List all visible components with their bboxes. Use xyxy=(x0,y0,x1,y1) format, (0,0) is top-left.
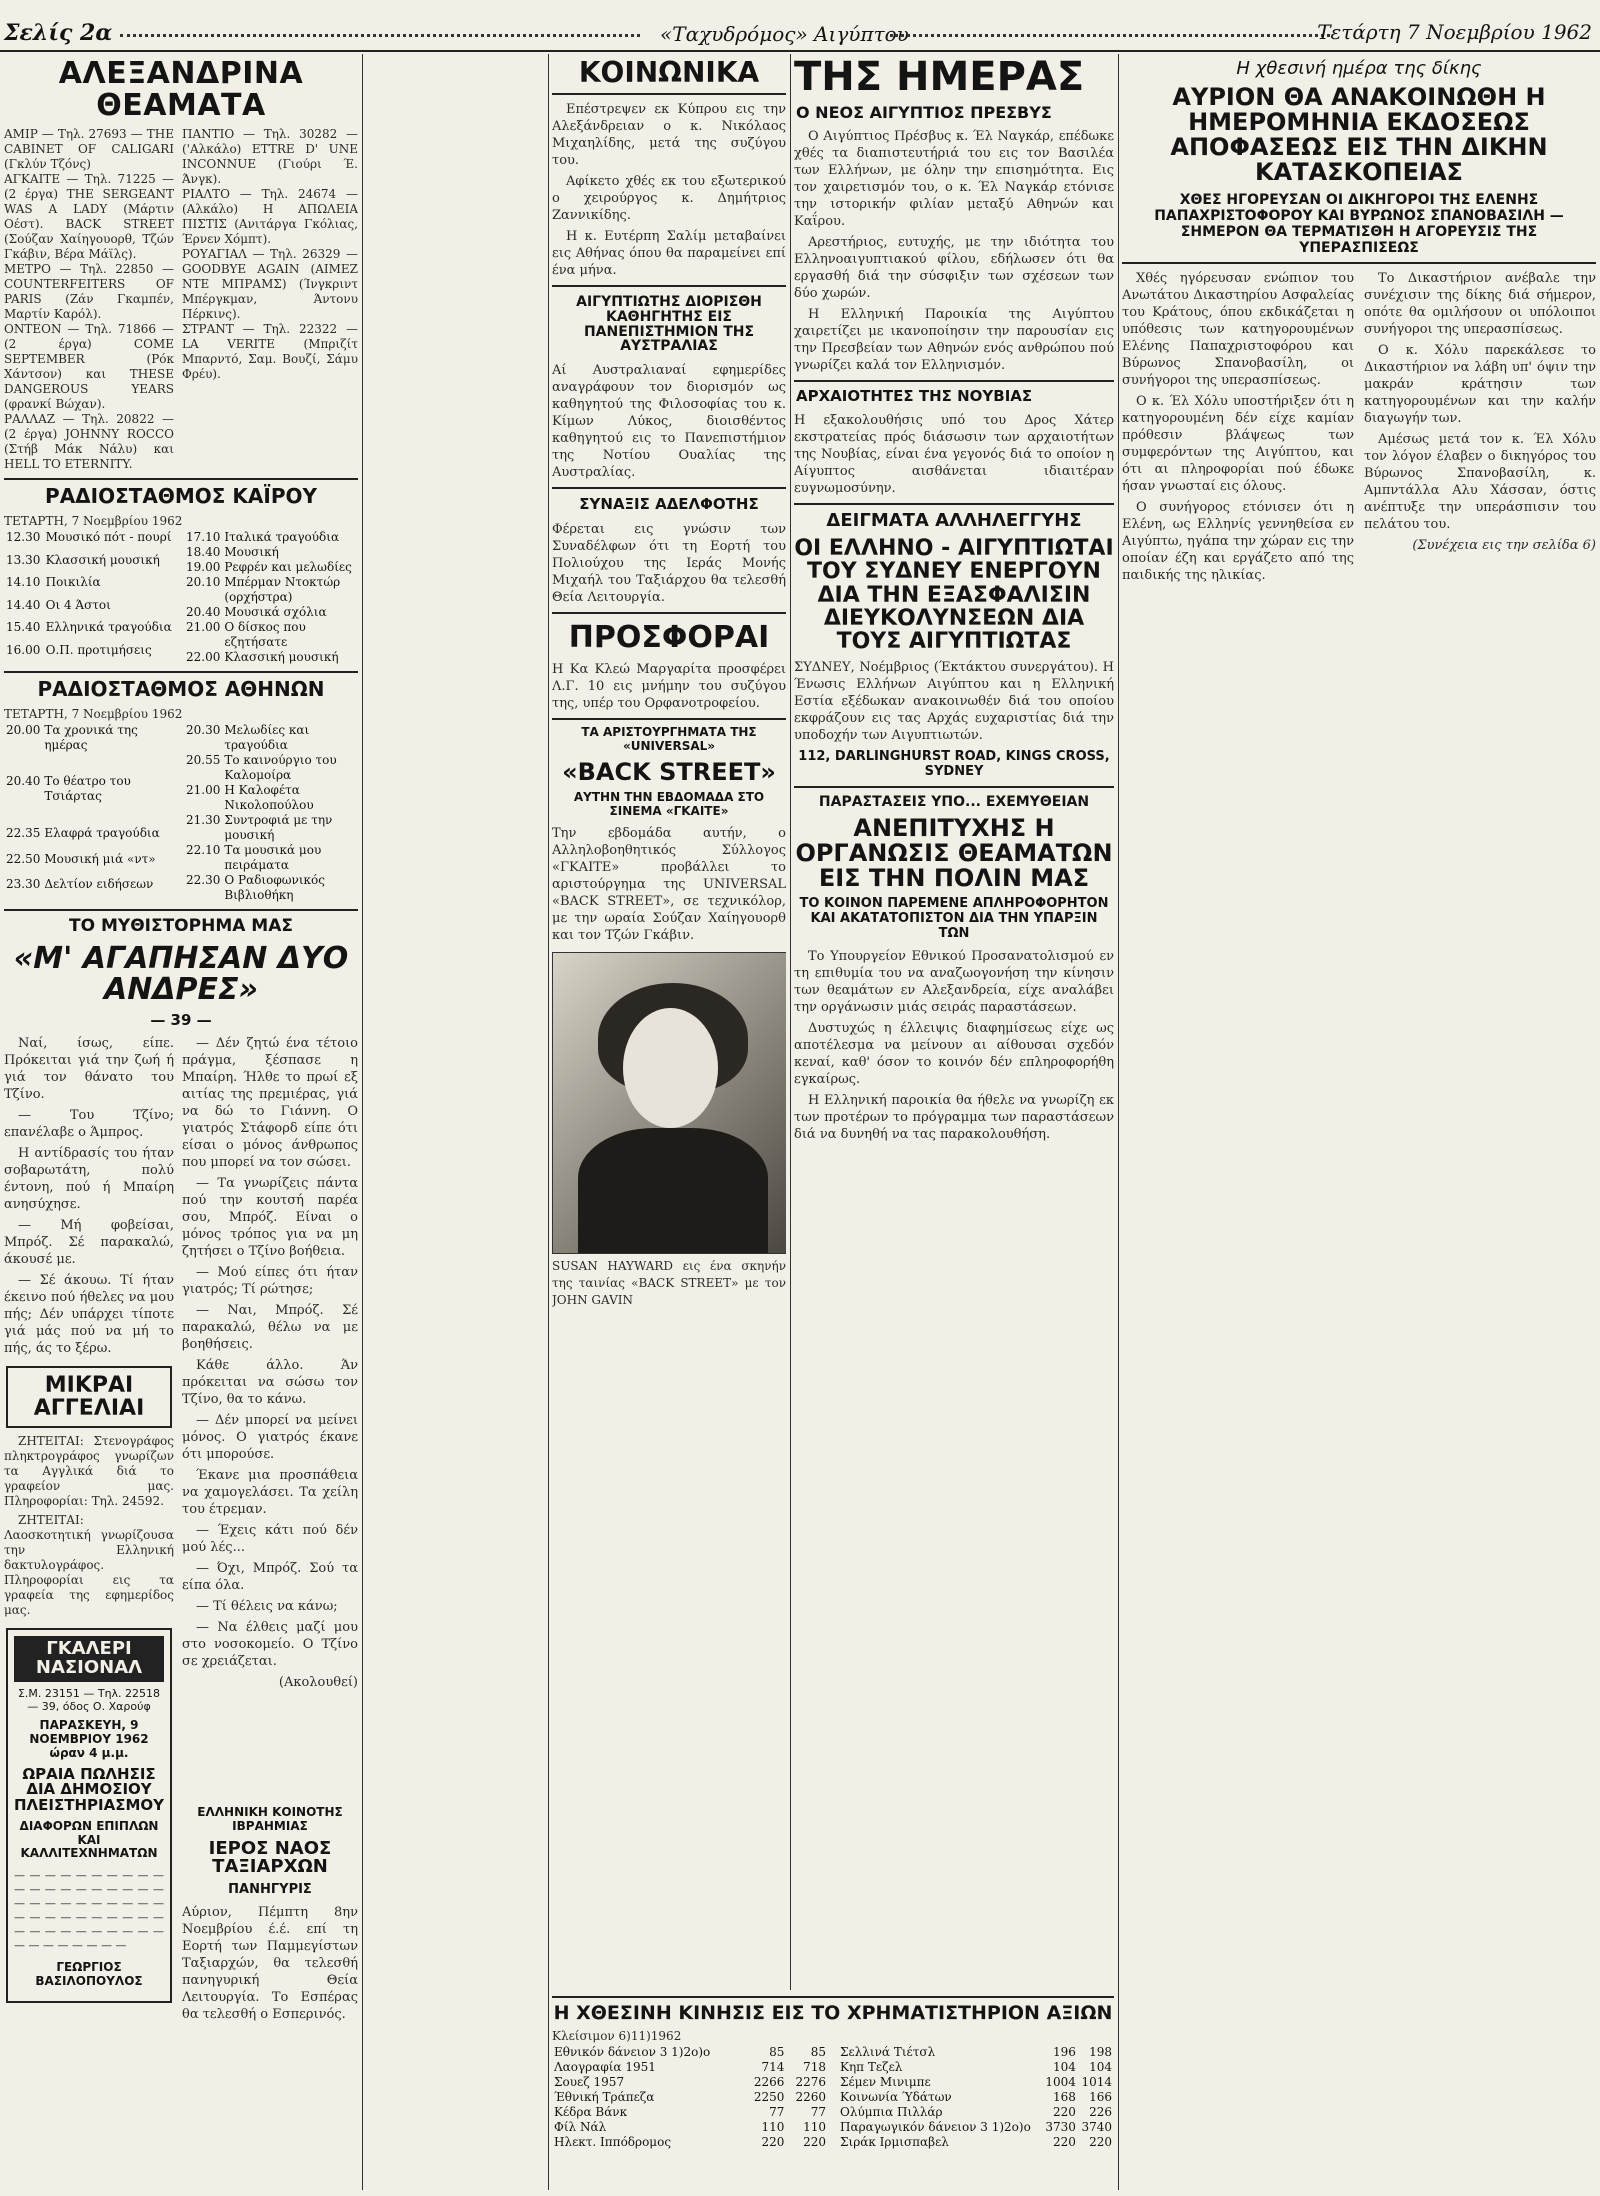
schedule-cell: 85 xyxy=(810,2044,826,2059)
solidarity-headline: ΟΙ ΕΛΛΗΝΟ - ΑΙΓΥΠΤΙΩΤΑΙ ΤΟΥ ΣΥΔΝΕΥ ΕΝΕΡΓΟΥΝ ΔΙΑ ΤΗΝ ΕΞΑΣΦΑΛΙΣΙΝ ΔΙΕΥΚΟΛΥΝΣΕΩΝ ΔΙΑ ΤΟΥΣ ΑΙΓΥΠΤΙΩΤΑΣ xyxy=(794,536,1114,654)
schedule-cell: 22.35 xyxy=(6,825,41,840)
trial-text-right xyxy=(1364,270,1596,588)
schedule-cell: 104 xyxy=(1089,2059,1112,2074)
schedule-cell: 14.40 xyxy=(6,597,41,612)
schedule-row xyxy=(184,813,358,843)
schedule-cell: 198 xyxy=(1089,2044,1112,2059)
schedule-row xyxy=(184,605,358,620)
gallery-body: — — — — — — — — — — — — — — — — — — — — — — — — — — — — — — — — — — — — — — — — — — — — — — — — — — — — — — — — — — xyxy=(14,1869,164,1953)
classified-list xyxy=(4,1434,174,1618)
schedule-cell: Ηλεκτ. Ιππόδρομος xyxy=(554,2134,672,2149)
trial-paragraph: Ο συνήγορος ετόνισεν ότι η Ελένη, ως Ελληνίς γεννηθείσα εν Αιγύπτω, ηγάπα την χώραν εις την οποίαν έζη και εργάζετο από της παιδικής της ηλικίας. xyxy=(1122,500,1354,584)
schedule-cell: Ιταλικά τραγούδια xyxy=(224,530,340,544)
schedule-cell: 20.55 xyxy=(186,753,221,767)
shows-paragraph: Το Υπουργείον Εθνικού Προσανατολισμού εν τη επιθυμία του να αναζωογονήση την κίνησιν των θεαμάτων εν Αλεξανδρεία, είχε αναλάβει την οργάνωσιν μιάς σειράς παραστάσεων. xyxy=(794,949,1114,1016)
schedule-row xyxy=(184,783,358,813)
novel-paragraph: — Τί θέλεις να κάνω; xyxy=(196,1598,338,1614)
schedule-cell: 1004 xyxy=(1045,2074,1076,2089)
universal-film-title: «BACK STREET» xyxy=(562,757,776,786)
schedule-cell: 220 xyxy=(1052,2104,1076,2119)
novel-kicker: ΤΟ ΜΥΘΙΣΤΟΡΗΜΑ ΜΑΣ xyxy=(69,916,293,936)
cinema-listing: ΑΓΚΑΙΤΕ — Τηλ. 71225 — (2 έργα) THE SERGEANT WAS A LADY (Μάρτιν Οέστ). BACK STREET (Σούζαν Χαίηγουορθ, Τζών Γκάβιν, Βέρα Μάϊλς). xyxy=(4,172,174,261)
schedule-cell: Ο δίσκος που εζητήσατε xyxy=(224,620,306,649)
cinema-listing: ΡΑΛΛΑΖ — Τηλ. 20822 — (2 έργα) JOHNNY ROCCO (Στήβ Μάκ Νάλυ) και HELL TO ETERNITY. xyxy=(4,412,174,471)
novel-paragraph: Η αντίδρασίς του ήταν σοβαρωτάτη, πολύ έντονη, πού ή Μπαίρη ανησύχησε. xyxy=(4,1145,174,1212)
shows-paragraph: Η Ελληνική παροικία θα ήθελε να γνωρίζη εκ των προτέρων το πρόγραμμα των παραστάσεων διά να δυνηθή να τας παρακολουθήση. xyxy=(794,1093,1114,1143)
cinema-listing: ΠΑΝΤΙΟ — Τηλ. 30282 — ('Αλκάλο) ETTRE D' UNE INCONNUE (Γιούρι Έ. Άνγκ). xyxy=(182,127,358,186)
schedule-row xyxy=(184,530,358,545)
column-trial xyxy=(1122,54,1596,2190)
schedule-cell: 18.40 xyxy=(186,545,221,559)
gallery-ad xyxy=(6,1628,172,2003)
schedule-cell: Μουσικά σχόλια xyxy=(224,605,327,619)
schedule-row xyxy=(184,723,358,753)
schedule-cell: 22.10 xyxy=(186,843,221,857)
cinema-listings xyxy=(4,127,174,472)
novel-text xyxy=(4,1035,174,1361)
radio-cairo-title: ΡΑΔΙΟΣΤΑΘΜΟΣ ΚΑΪΡΟΥ xyxy=(45,484,317,508)
stock-exchange-block xyxy=(552,1990,1114,2190)
schedule-cell: 22.50 xyxy=(6,851,41,866)
schedule-cell: Σέμεν Μινιμπε xyxy=(840,2074,931,2089)
schedule-cell: 110 xyxy=(761,2119,785,2134)
novel-paragraph: — Να έλθεις μαζί μου στο νοσοκομείο. Ο Τζίνο σε χρειάζεται. xyxy=(182,1619,358,1669)
schedule-cell: Κέδρα Βάνκ xyxy=(554,2104,628,2119)
stock-headline: Η ΧΘΕΣΙΝΗ ΚΙΝΗΣΙΣ ΕΙΣ ΤΟ ΧΡΗΜΑΤΙΣΤΗΡΙΟΝ ΑΞΙΩΝ xyxy=(553,2002,1113,2024)
schedule-row xyxy=(552,2105,828,2120)
schedule-cell: 77 xyxy=(810,2104,826,2119)
schedule-cell: 13.30 xyxy=(6,552,41,567)
solidarity-kicker: ΔΕΙΓΜΑΤΑ ΑΛΛΗΛΕΓΓΥΗΣ xyxy=(826,509,1082,531)
novel-paragraph: — Όχι, Μπρόζ. Σού τα είπα όλα. xyxy=(182,1560,358,1593)
novel-paragraph: Κάθε άλλο. Άν πρόκειται να σώσω τον Τζίνο, θα το κάνω. xyxy=(182,1357,358,1407)
schedule-row xyxy=(184,620,358,650)
ambassador-headline: Ο ΝΕΟΣ ΑΙΓΥΠΤΙΟΣ ΠΡΕΣΒΥΣ xyxy=(796,103,1052,122)
schedule-row xyxy=(4,723,178,774)
photo-caption: SUSAN HAYWARD εις ένα σκηνήν της ταινίας «BACK STREET» με τον JOHN GAVIN xyxy=(552,1258,786,1307)
trial-paragraph: Χθές ηγόρευσαν ενώπιον του Ανωτάτου Δικαστηρίου Ασφαλείας του Κράτους, όπου εκδικάζεται η υπόθεσις των κατηγορουμένων Ελένης Παπαχριστοφόρου και Βύρωνος Σπανοβασίλη, οι συνήγοροι της υπερασπίσεως. xyxy=(1122,271,1354,389)
schedule-cell: 718 xyxy=(803,2059,826,2074)
radio-athens-schedule xyxy=(4,723,358,903)
shows-text xyxy=(794,948,1114,1143)
schedule-cell: Τα χρονικά της ημέρας xyxy=(44,723,138,752)
schedule-cell: 21.30 xyxy=(186,813,221,827)
antiquities-headline: ΑΡΧΑΙΟΤΗΤΕΣ ΤΗΣ ΝΟΥΒΙΑΣ xyxy=(796,387,1033,406)
trial-body xyxy=(1122,270,1596,588)
schedule-cell: Μουσικό πότ - πουρί xyxy=(45,530,172,544)
dotted-rule-left xyxy=(120,34,640,37)
schedule-cell: 220 xyxy=(1089,2134,1112,2149)
schedule-cell: Το καινούργιο του Καλομοίρα xyxy=(224,753,337,782)
schedule-cell: Τα μουσικά μου πειράματα xyxy=(224,843,322,872)
schedule-row xyxy=(184,753,358,783)
novel-paragraph: — Ναι, Μπρόζ. Σέ παρακαλώ, θέλω να με βοηθήσεις. xyxy=(182,1302,358,1352)
classified-ad: ΖΗΤΕΙΤΑΙ: Λαοσκοτητική γνωρίζουσα την Ελληνική δακτυλογράφος. Πληροφορίαι εις τα γραφεία της εφημερίδος μας. xyxy=(4,1513,174,1618)
schedule-row xyxy=(552,2060,828,2075)
schedule-cell: 104 xyxy=(1052,2059,1076,2074)
cinema-listing: ΣΤΡΑΝΤ — Τηλ. 22322 — LA VERITE (Μπριζίτ Μπαρντό, Σαμ. Βουζί, Σάμυ Φρέυ). xyxy=(182,322,358,381)
shows-subheadline: ΤΟ ΚΟΙΝΟΝ ΠΑΡΕΜΕΝΕ ΑΠΛΗΡΟΦΟΡΗΤΟΝ ΚΑΙ ΑΚΑΤΑΤΟΠΙΣΤΟΝ ΔΙΑ ΤΗΝ ΥΠΑΡΞΙΝ ΤΩΝ xyxy=(799,896,1109,942)
novel-paragraph: — Του Τζίνο; επανέλαβε ο Άμπρος. xyxy=(4,1107,174,1140)
cinema-listing: ΑΜΙΡ — Τηλ. 27693 — THE CABINET OF CALIGARI (Γκλύν Τζόνς) xyxy=(4,127,174,171)
schedule-row xyxy=(4,530,178,553)
schedule-cell: Κλασσική μουσική xyxy=(45,552,160,567)
schedule-row xyxy=(184,843,358,873)
schedule-cell: Σιράκ Ιρμισπαβελ xyxy=(840,2134,949,2149)
schedule-row xyxy=(4,774,178,825)
trial-subheadline: ΧΘΕΣ ΗΓΟΡΕΥΣΑΝ ΟΙ ΔΙΚΗΓΟΡΟΙ ΤΗΣ ΕΛΕΝΗΣ ΠΑΠΑΧΡΙΣΤΟΦΟΡΟΥ ΚΑΙ ΒΥΡΩΝΟΣ ΣΠΑΝΟΒΑΣΙΛΗ — ΣΗΜΕΡΟΝ ΘΑ ΤΕΡΜΑΤΙΣΘΗ Η ΑΓΟΡΕΥΣΙΣ ΤΗΣ ΥΠΕΡΑΣΠΙΣΕΩΣ xyxy=(1154,191,1564,256)
novel-paragraph: — Σέ άκουω. Τί ήταν έκεινο πού ήθελες να μου πής; Δέν υπάρχει τίποτε γιά μάς πού να μή το πής, άς το ξέρω. xyxy=(4,1272,174,1356)
radio-athens-left xyxy=(4,723,178,903)
church-block xyxy=(182,1800,358,2190)
social-notes xyxy=(552,101,786,279)
schedule-row xyxy=(184,545,358,560)
schedule-cell: 196 xyxy=(1052,2044,1076,2059)
gallery-date: ΠΑΡΑΣΚΕΥΗ, 9 ΝΟΕΜΒΡΙΟΥ 1962 ώραν 4 μ.μ. xyxy=(29,1718,149,1760)
schedule-row xyxy=(4,575,178,598)
section-title-day: ΤΗΣ ΗΜΕΡΑΣ xyxy=(794,54,1085,100)
radio-athens-title: ΡΑΔΙΟΣΤΑΘΜΟΣ ΑΘΗΝΩΝ xyxy=(37,677,325,701)
schedule-cell: Ελαφρά τραγούδια xyxy=(44,825,160,840)
stock-tables xyxy=(552,2045,1114,2150)
novel-paragraph: — Δέν μπορεί να μείνει μόνος. Ο γιατρός έκανε ότι μπορούσε. xyxy=(182,1412,358,1462)
ambassador-paragraph: Αρεστήριος, ευτυχής, με την ιδιότητα του Ελληνοαιγυπτιακού φίλου, εδήλωσεν ότι θα εργασθή διά την σύσφιξιν των σχέσεων των δύο χωρών. xyxy=(794,235,1114,302)
schedule-row xyxy=(184,650,358,665)
schedule-row xyxy=(552,2045,828,2060)
novel-paragraph: Έκανε μια προσπάθεια να χαμογελάσει. Τα χείλη του έτρεμαν. xyxy=(182,1467,358,1517)
schedule-cell: Σελλινά Τιέτσλ xyxy=(840,2044,936,2059)
sydney-address: 112, DARLINGHURST ROAD, KINGS CROSS, SYDNEY xyxy=(798,748,1110,779)
church-title: ΙΕΡΟΣ ΝΑΟΣ ΤΑΞΙΑΡΧΩΝ xyxy=(208,1837,332,1878)
schedule-cell: 17.10 xyxy=(186,530,221,544)
schedule-cell: 2266 xyxy=(753,2074,785,2089)
schedule-cell: 110 xyxy=(803,2119,826,2134)
schedule-cell: Σουεζ 1957 xyxy=(554,2074,625,2089)
schedule-cell: Κοινωνία Ύδάτων xyxy=(840,2089,952,2104)
schedule-cell: Εθνικόν δάνειον 3 1)2ο)ο xyxy=(554,2044,711,2059)
universal-subtitle: ΑΥΤΗΝ ΤΗΝ ΕΒΔΟΜΑΔΑ ΣΤΟ ΣΙΝΕΜΑ «ΓΚΑΙΤΕ» xyxy=(573,790,765,818)
trial-continued: (Συνέχεια εις την σελίδα 6) xyxy=(1412,538,1596,554)
offers-headline: ΠΡΟΣΦΟΡΑΙ xyxy=(568,619,770,655)
cinema-listing: ΡΙΑΛΤΟ — Τηλ. 24674 — (Αλκάλο) Η ΑΠΩΛΕΙΑ ΠΙΣΤΙΣ (Ανιτάργα Γκόλιας, Έρνεν Χόμπτ). xyxy=(182,187,358,246)
schedule-cell: 220 xyxy=(761,2134,785,2149)
schedule-cell: Δελτίον ειδήσεων xyxy=(44,877,154,892)
section-title-theatres: ΑΛΕΞΑΝΔΡΙΝΑ ΘΕΑΜΑΤΑ xyxy=(58,56,304,123)
schedule-cell: Συντροφιά με την μουσική xyxy=(224,813,333,842)
schedule-cell: 20.40 xyxy=(186,605,221,619)
novel-paragraph: Ναί, ίσως, είπε. Πρόκειται γιά την ζωή ή γιά τον θάνατο του Τζίνο. xyxy=(4,1035,174,1102)
paper-name: «Ταχυδρόμος» Αιγύπτου xyxy=(660,22,909,46)
stock-date: Κλείσιμον 6)11)1962 xyxy=(552,2028,682,2043)
schedule-cell: 226 xyxy=(1089,2104,1112,2119)
schedule-cell: 2276 xyxy=(795,2074,826,2089)
schedule-cell: 15.40 xyxy=(6,620,41,634)
novel-text-cont xyxy=(182,1035,358,1691)
professor-text: Αί Αυστραλιαναί εφημερίδες αναγράφουν τον διορισμόν ως καθηγητού της Φιλοσοφίας του κ. Κίμων Λύκος, διοισθέντος καθηγητού εις το Πανεπιστήμιον της Νοτίου Ουαλίας της Αυστραλίας. xyxy=(552,363,786,481)
classifieds-block xyxy=(4,1360,174,2190)
schedule-cell: Ο.Π. προτιμήσεις xyxy=(45,642,152,657)
schedule-cell: 2250 xyxy=(753,2089,785,2104)
schedule-row xyxy=(838,2045,1114,2060)
schedule-cell: 16.00 xyxy=(6,642,41,657)
fellowship-headline: ΣΥΝΑΞΙΣ ΑΔΕΛΦΟΤΗΣ xyxy=(579,495,759,514)
gallery-items: ΔΙΑΦΟΡΩΝ ΕΠΙΠΛΩΝ ΚΑΙ ΚΑΛΛΙΤΕΧΝΗΜΑΤΩΝ xyxy=(19,1818,159,1861)
schedule-cell: 14.10 xyxy=(6,575,41,589)
schedule-row xyxy=(838,2060,1114,2075)
schedule-cell: 22.30 xyxy=(186,873,221,887)
ambassador-paragraph: Η Ελληνική Παροικία της Αιγύπτου χαιρετίζει με ικανοποίησιν την παρουσίαν εις την Πρεσβείαν των Αθηνών ενός ανθρώπου πού γνωρίζει καλά τον Ελληνισμόν. xyxy=(794,307,1114,374)
schedule-cell: Κλασσική μουσική xyxy=(224,650,339,664)
schedule-cell: 21.00 xyxy=(186,620,221,634)
schedule-cell: 20.40 xyxy=(6,774,41,789)
schedule-cell: 714 xyxy=(761,2059,785,2074)
schedule-row xyxy=(552,2075,828,2090)
schedule-cell: 3730 xyxy=(1045,2119,1076,2134)
schedule-row xyxy=(552,2120,828,2135)
schedule-cell: Ρεφρέν και μελωδίες xyxy=(224,560,352,574)
trial-text-left xyxy=(1122,270,1354,588)
cinema-listings-cont xyxy=(182,127,358,382)
trial-paragraph: Ο κ. Έλ Χόλυ υποστήριξεν ότι η κατηγορουμένη δέν είχε καμίαν πρόθεσιν βλάψεως των συμφερόντων της Αιγύπτου, και ότι αι πληροφορίαι πού έδωκε ήσαν γνωσταί εις όλους. xyxy=(1122,394,1354,495)
schedule-cell: 1014 xyxy=(1081,2074,1112,2089)
classified-ad: ΖΗΤΕΙΤΑΙ: Στενογράφος πληκτρογράφος γνωρίζων τα Αγγλικά διά το γραφείον μας. Πληροφορίαι: Τηλ. 24592. xyxy=(4,1434,174,1509)
shows-paragraph: Δυστυχώς η έλλειψις διαφημίσεως είχε ως αποτέλεσμα να μείνουν αι αίθουσαι σχεδόν κεναί, καθ' όσον το κοινόν δέν επληροφορήθη εγκαίρως. xyxy=(794,1021,1114,1088)
offers-text: Η Κα Κλεώ Μαργαρίτα προσφέρει Λ.Γ. 10 εις μνήμην του συζύγου της, υπέρ του Ορφανοτροφείου. xyxy=(552,662,786,712)
schedule-cell: 12.30 xyxy=(6,530,41,544)
schedule-cell: 23.30 xyxy=(6,877,41,892)
schedule-row xyxy=(838,2090,1114,2105)
schedule-row xyxy=(838,2105,1114,2120)
schedule-cell: 20.00 xyxy=(6,723,41,737)
schedule-cell: 20.30 xyxy=(186,723,221,737)
schedule-cell: Φίλ Νάλ xyxy=(554,2119,607,2134)
cinema-listing: ΡΟΥΑΓΙΑΛ — Τηλ. 26329 — GOODBYE AGAIN (ΑΙΜΕΖ ΝΤΕ ΜΠΡΑΜΣ) (Ίνγκριντ Μπέργκμαν, Άντονυ Πέρκινς). xyxy=(182,247,358,321)
radio-athens-right xyxy=(184,723,358,903)
schedule-row xyxy=(552,2135,828,2150)
gallery-title: ΓΚΑΛΕΡΙ ΝΑΣΙΟΝΑΛ xyxy=(14,1636,164,1682)
schedule-row xyxy=(184,560,358,575)
novel-paragraph: — Δέν ζητώ ένα τέτοιο πράγμα, ξέσπασε η Μπαίρη. Ήλθε το πρωί εξ αιτίας της πρεμιέρας, γιά να δώ το Γιάννη. Ο γιατρός Στάφορδ είπε ότι είσαι ο μόνος άνθρωπος που μπορεί να τον σώσει. xyxy=(182,1035,358,1170)
schedule-cell: 19.00 xyxy=(186,560,221,574)
schedule-row xyxy=(4,877,178,903)
column-rule xyxy=(362,54,363,2190)
schedule-cell: 85 xyxy=(769,2044,785,2059)
schedule-cell: 220 xyxy=(1052,2134,1076,2149)
issue-date: Τετάρτη 7 Νοεμβρίου 1962 xyxy=(1317,20,1592,44)
universal-kicker: ΤΑ ΑΡΙΣΤΟΥΡΓΗΜΑΤΑ ΤΗΣ «UNIVERSAL» xyxy=(581,725,757,754)
schedule-cell: 2260 xyxy=(795,2089,826,2104)
schedule-cell: 220 xyxy=(803,2134,826,2149)
gallery-signature: ΓΕΩΡΓΙΟΣ ΒΑΣΙΛΟΠΟΥΛΟΣ xyxy=(35,1960,143,1989)
novel-paragraph: — Μού είπες ότι ήταν γιατρός; Τί ρώτησε; xyxy=(182,1264,358,1297)
radio-cairo-right xyxy=(184,530,358,665)
schedule-row xyxy=(4,852,178,878)
shows-kicker: ΠΑΡΑΣΤΑΣΕΙΣ ΥΠΟ... ΕΧΕΜΥΘΕΙΑΝ xyxy=(818,793,1090,810)
schedule-row xyxy=(838,2075,1114,2090)
social-note: Αφίκετο χθές εκ του εξωτερικού ο χειρούργος κ. Δημήτριος Ζαννικίδης. xyxy=(552,174,786,224)
schedule-row xyxy=(552,2090,828,2105)
universal-text: Την εβδομάδα αυτήν, ο Αλληλοβοηθητικός Σύλλογος «ΓΚΑΙΤΕ» προβάλλει το αριστούργημα της UNIVERSAL «BACK STREET», σε τεχνικόλορ, με την ωραία Σούζαν Χαίηγουορθ και τον Τζών Γκάβιν. xyxy=(552,825,786,943)
novel-paragraph: — Μή φοβείσαι, Μπρόζ. Σέ παρακαλώ, άκουσέ με. xyxy=(4,1217,174,1267)
schedule-row xyxy=(4,553,178,576)
schedule-cell: Μπέρμαν Ντοκτώρ (ορχήστρα) xyxy=(224,575,341,604)
novel-title: «Μ' ΑΓΑΠΗΣΑΝ ΔΥΟ ΑΝΔΡΕΣ» xyxy=(13,940,349,1008)
novel-paragraph: — Τα γνωρίζεις πάντα πού την κουτσή παρέα σου, Μπρόζ. Είναι ο μόνος τρόπος για να μη ζητήσει ο Τζίνο βοήθεια. xyxy=(182,1175,358,1259)
schedule-cell: Παραγωγικόν δάνειον 3 1)2ο)ο xyxy=(840,2119,1031,2134)
radio-cairo-date: ΤΕΤΑΡΤΗ, 7 Νοεμβρίου 1962 xyxy=(4,514,183,528)
radio-athens-date: ΤΕΤΑΡΤΗ, 7 Νοεμβρίου 1962 xyxy=(4,707,183,721)
schedule-cell: Λαογραφία 1951 xyxy=(554,2059,656,2074)
schedule-cell: 168 xyxy=(1052,2089,1076,2104)
gallery-phone: Σ.Μ. 23151 — Τηλ. 22518 — 39, όδος Ο. Χαρούφ xyxy=(17,1686,161,1713)
schedule-cell: Η Καλοφέτα Νικολοπούλου xyxy=(224,783,314,812)
column-day-news xyxy=(794,54,1114,2190)
radio-cairo-schedule xyxy=(4,530,358,665)
schedule-row xyxy=(184,575,358,605)
social-note: Επέστρεψεν εκ Κύπρου εις την Αλεξάνδρειαν ο κ. Νικόλαος Μιχαηλίδης, μετά της συζύγου του. xyxy=(552,102,786,169)
trial-paragraph: Ο κ. Χόλυ παρεκάλεσε το Δικαστήριον να λάβη υπ' όψιν την μακράν κράτησιν των κατηγορουμένων και την καλήν διαγωγήν των. xyxy=(1364,343,1596,427)
fellowship-text: Φέρεται εις γνώσιν των Συναδέλφων ότι τη Εορτή του Πολιούχου της Ιεράς Μονής Μιχαήλ του Ταξιάρχου θα τελεσθή Θεία Λειτουργία. xyxy=(552,521,786,605)
schedule-row xyxy=(838,2135,1114,2150)
column-social xyxy=(552,54,786,2190)
church-text: Αύριον, Πέμπτη 8ην Νοεμβρίου έ.έ. επί τη Εορτή των Παμμεγίστων Ταξιαρχών, θα τελεσθή πανηγυρική Θεία Λειτουργία. Το Εσπέρας θα τελεσθή ο Εσπερινός. xyxy=(182,1905,358,2023)
ambassador-paragraph: Ο Αιγύπτιος Πρέσβυς κ. Έλ Ναγκάρ, επέδωκε χθές τα διαπιστευτήριά του εις τον Βασιλέα των Ελλήνων, με όλην την επισημότητα. Εις τον χαιρετισμόν του, ο κ. Έλ Ναγκάρ ετόνισε την ιστορικήν φιλίαν μεταξύ Αθηνών και Καΐρου. xyxy=(794,129,1114,230)
schedule-cell: Κηπ Τεζελ xyxy=(840,2059,903,2074)
schedule-cell: Ελληνικά τραγούδια xyxy=(45,620,172,634)
trial-headline: ΑΥΡΙΟΝ ΘΑ ΑΝΑΚΟΙΝΩΘΗ Η ΗΜΕΡΟΜΗΝΙΑ ΕΚΔΟΣΕΩΣ ΑΠΟΦΑΣΕΩΣ ΕΙΣ ΤΗΝ ΔΙΚΗΝ ΚΑΤΑΣΚΟΠΕΙΑΣ xyxy=(1170,82,1548,187)
schedule-row xyxy=(838,2120,1114,2135)
column-rule xyxy=(548,54,549,2190)
antiquities-text: Η εξακολουθήσις υπό του Δρος Χάτερ εκστρατείας πρός διάσωσιν των αρχαιοτήτων της Νουβίας, είναι ένα γεγονός διά το οποίον η Αίγυπτος αισθάνεται ιδιαιτέραν ευγνωμοσύνην. xyxy=(794,412,1114,496)
stock-table-right xyxy=(838,2045,1114,2150)
actress-photo xyxy=(552,952,786,1254)
ambassador-text xyxy=(794,128,1114,374)
trial-paragraph: Το Δικαστήριον ανέβαλε την συνέχισιν της δίκης διά σήμερον, οπότε θα ομιλήσουν οι υπόλοιποι συνήγοροι της υπερασπίσεως. xyxy=(1364,271,1596,338)
schedule-cell: 21.00 xyxy=(186,783,221,797)
shows-headline: ΑΝΕΠΙΤΥΧΗΣ Η ΟΡΓΑΝΩΣΙΣ ΘΕΑΜΑΤΩΝ ΕΙΣ ΤΗΝ ΠΟΛΙΝ ΜΑΣ xyxy=(795,813,1113,893)
schedule-cell: Μελωδίες και τραγούδια xyxy=(224,723,310,752)
to-be-continued: (Ακολουθεί) xyxy=(278,1674,358,1690)
section-title-social: ΚΟΙΝΩΝΙΚΑ xyxy=(578,56,760,89)
column-rule xyxy=(790,54,791,2190)
schedule-cell: Ο Ραδιοφωνικός Βιβλιοθήκη xyxy=(224,873,325,902)
trial-paragraph: Αμέσως μετά τον κ. Έλ Χόλυ τον λόγον έλαβεν ο δικηγόρος του Βύρωνος Σπανοβασίλη, κ. Αμπντάλλα Αλυ Χάσσαν, όστις ανέπτυξε την υπεράσπισιν του πελάτου του. xyxy=(1364,432,1596,533)
radio-cairo-left xyxy=(4,530,178,665)
schedule-cell: Μουσική xyxy=(224,545,279,559)
church-subtitle: ΠΑΝΗΓΥΡΙΣ xyxy=(228,1882,312,1898)
cinema-listing: ΟΝΤΕΟΝ — Τηλ. 71866 — (2 έργα) COME SEPTEMBER (Ρόκ Χάντσον) και THESE DANGEROUS YEARS (φρανκί Βώχαν). xyxy=(4,322,174,411)
dotted-rule-right xyxy=(890,34,1330,37)
social-note: Η κ. Ευτέρπη Σαλίμ μεταβαίνει εις Αθήνας όπου θα παραμείνει επί ένα μήνα. xyxy=(552,229,786,279)
schedule-row xyxy=(4,598,178,621)
schedule-cell: 22.00 xyxy=(186,650,221,664)
novel-installment: — 39 — xyxy=(150,1010,212,1029)
photo-face xyxy=(623,1008,718,1128)
church-org: ΕΛΛΗΝΙΚΗ ΚΟΙΝΟΤΗΣ ΙΒΡΑΗΜΙΑΣ xyxy=(197,1805,343,1833)
cinema-listing: ΜΕΤΡΟ — Τηλ. 22850 — COUNTERFEITERS OF PARIS (Ζάν Γκαμπέν, Μαρτίν Καρόλ). xyxy=(4,262,174,321)
schedule-cell: Ολύμπια Πιλλάρ xyxy=(840,2104,943,2119)
professor-headline: ΑΙΓΥΠΤΙΩΤΗΣ ΔΙΟΡΙΣΘΗ ΚΑΘΗΓΗΤΗΣ ΕΙΣ ΠΑΝΕΠΙΣΤΗΜΙΟΝ ΤΗΣ ΑΥΣΤΡΑΛΙΑΣ xyxy=(576,294,762,355)
schedule-cell: 166 xyxy=(1089,2089,1112,2104)
schedule-row xyxy=(4,643,178,666)
schedule-cell: 20.10 xyxy=(186,575,221,589)
stock-table-left xyxy=(552,2045,828,2150)
solidarity-text: ΣΥΔΝΕΥ, Νοέμβριος (Έκτάκτου συνεργάτου). Η Ένωσις Ελλήνων Αιγύπτου και η Ελληνική Εστία εξέδωκαν ανακοινωθέν διά του οποίου εκφράζουν εις τας Αρχάς ευχαριστίας διά την υποδοχήν των Αιγυπτιωτών. xyxy=(794,659,1114,743)
novel-paragraph: — Έχεις κάτι πού δέν μού λές... xyxy=(182,1522,358,1555)
schedule-row xyxy=(184,873,358,903)
schedule-cell: 77 xyxy=(769,2104,785,2119)
schedule-cell: Έθνική Τράπεζα xyxy=(554,2089,655,2104)
classifieds-title: ΜΙΚΡΑΙ ΑΓΓΕΛΙΑΙ xyxy=(33,1373,145,1422)
masthead-bar xyxy=(0,0,1600,52)
schedule-row xyxy=(4,826,178,852)
schedule-cell: 3740 xyxy=(1081,2119,1112,2134)
schedule-cell: Οι 4 Άστοι xyxy=(45,597,111,612)
page-number: Σελίς 2α xyxy=(4,20,113,46)
schedule-cell: Το θέατρο του Τσιάρτας xyxy=(44,774,131,804)
schedule-cell: Μουσική μιά «ντ» xyxy=(44,851,156,866)
schedule-row xyxy=(4,620,178,643)
gallery-auction: ΩΡΑΙΑ ΠΩΛΗΣΙΣ ΔΙΑ ΔΗΜΟΣΙΟΥ ΠΛΕΙΣΤΗΡΙΑΣΜΟΥ xyxy=(14,1764,164,1815)
photo-body xyxy=(578,1128,768,1253)
trial-kicker: Η χθεσινή ημέρα της δίκης xyxy=(1236,58,1482,79)
column-rule xyxy=(1118,54,1119,2190)
schedule-cell: Ποικιλία xyxy=(45,575,101,589)
classifieds-box xyxy=(6,1366,172,1428)
